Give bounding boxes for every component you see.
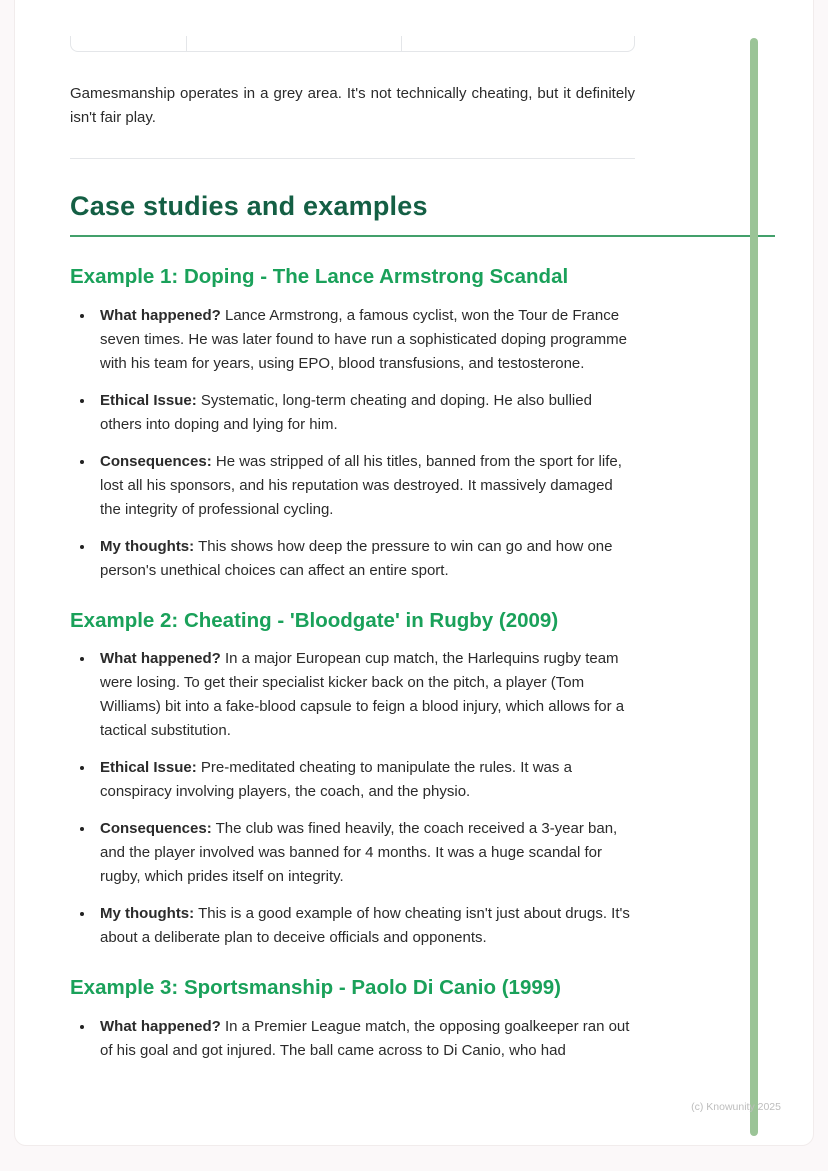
section-divider: [70, 158, 635, 159]
table-column-divider: [401, 36, 402, 51]
point-label: My thoughts:: [100, 905, 195, 923]
list-item: [95, 902, 635, 950]
point-text: This shows how deep the pressure to win can go and how one person's unethical choices can affect an entire sport.: [100, 537, 613, 579]
table-fragment: [70, 36, 635, 52]
example-title: Example 2: Cheating - 'Bloodgate' in Rugby (2009): [70, 608, 559, 632]
point-label: Consequences:: [100, 820, 212, 838]
example-section: [70, 976, 635, 1063]
scrollbar-thumb[interactable]: [750, 38, 758, 1136]
document-content: [70, 0, 635, 1076]
list-item: [95, 647, 635, 743]
point-text: He was stripped of all his titles, banned from the sport for life, lost all his sponsors, and his reputation was destroyed. It massively damaged the integrity of professional cycling.: [100, 452, 622, 518]
example-section: [70, 609, 635, 951]
point-label: What happened?: [100, 1017, 221, 1035]
list-item: [95, 389, 635, 437]
example-title: Example 3: Sportsmanship - Paolo Di Canio (1999): [70, 976, 561, 1000]
copyright-watermark: (c) Knowunity 2025: [691, 1101, 781, 1113]
point-text: This is a good example of how cheating isn't just about drugs. It's about a deliberate plan to deceive officials and opponents.: [100, 905, 630, 947]
intro-paragraph: Gamesmanship operates in a grey area. It's not technically cheating, but it definitely isn't fair play.: [70, 85, 635, 126]
list-item: [95, 756, 635, 804]
point-label: Consequences:: [100, 452, 212, 470]
example-points: [70, 647, 635, 950]
list-item: [95, 817, 635, 889]
point-text: Pre-meditated cheating to manipulate the rules. It was a conspiracy involving players, the coach, and the physio.: [100, 759, 572, 801]
point-text: In a major European cup match, the Harlequins rugby team were losing. To get their specialist kicker back on the pitch, a player (Tom Williams) bit into a fake-blood capsule to feign a blood injury, which allows for a tactical substitution.: [100, 650, 625, 740]
example-points: [70, 1015, 635, 1063]
point-label: My thoughts:: [100, 537, 195, 555]
list-item: [95, 1015, 635, 1063]
examples-list: [70, 265, 635, 1063]
example-section: [70, 265, 635, 583]
table-column-divider: [186, 36, 187, 51]
example-title: Example 1: Doping - The Lance Armstrong Scandal: [70, 265, 569, 289]
point-text: Systematic, long-term cheating and doping. He also bullied others into doping and lying for him.: [100, 391, 592, 433]
section-title: Case studies and examples: [70, 191, 775, 237]
point-text: Lance Armstrong, a famous cyclist, won the Tour de France seven times. He was later found to have run a sophisticated doping programme with his team for years, using EPO, blood transfusions, and testosterone.: [100, 306, 627, 372]
point-label: Ethical Issue:: [100, 391, 197, 409]
point-text: The club was fined heavily, the coach received a 3-year ban, and the player involved was banned for 4 months. It was a huge scandal for rugby, which prides itself on integrity.: [100, 820, 618, 886]
point-text: In a Premier League match, the opposing goalkeeper ran out of his goal and got injured. The ball came across to Di Canio, who had: [100, 1017, 630, 1059]
list-item: [95, 535, 635, 583]
list-item: [95, 304, 635, 376]
example-points: [70, 304, 635, 583]
point-label: What happened?: [100, 650, 221, 668]
list-item: [95, 450, 635, 522]
point-label: Ethical Issue:: [100, 759, 197, 777]
point-label: What happened?: [100, 306, 221, 324]
